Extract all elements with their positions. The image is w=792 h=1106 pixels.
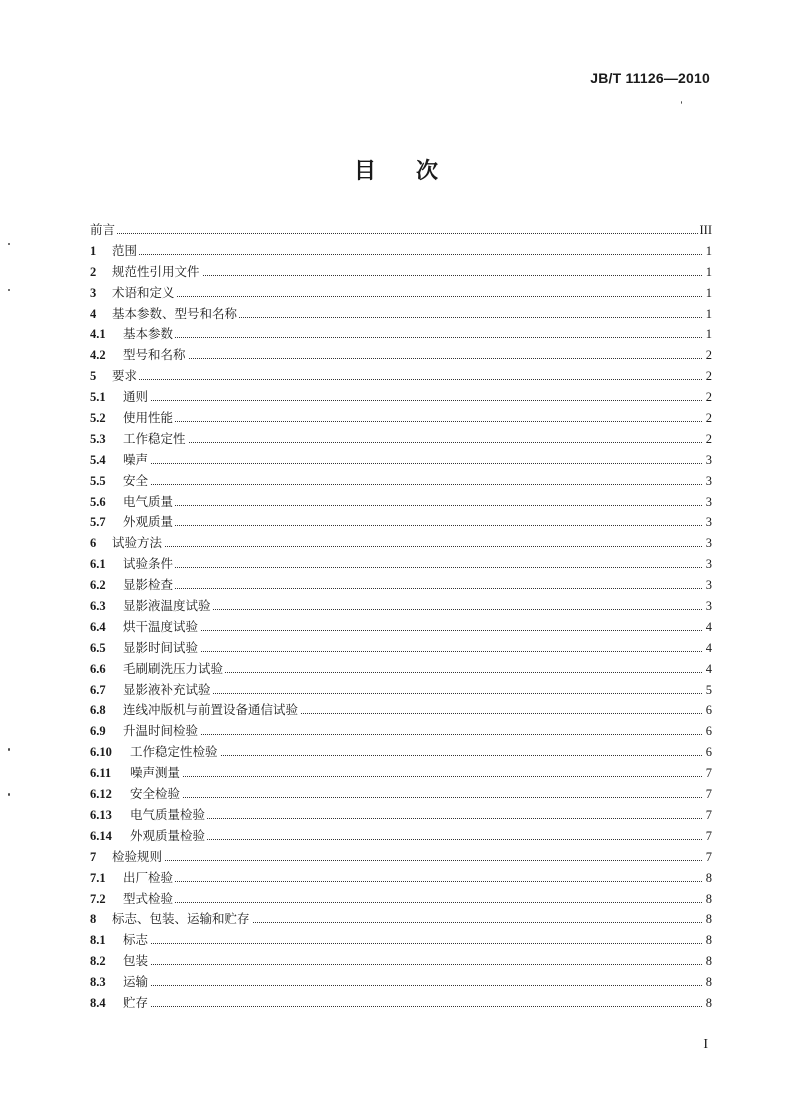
toc-entry xyxy=(90,262,712,283)
toc-entry xyxy=(90,304,712,325)
toc-entry-page: 6 xyxy=(704,721,712,742)
toc-entry-number: 7.2 xyxy=(90,891,106,906)
toc-entry-label xyxy=(90,408,175,429)
toc-entry-label xyxy=(90,805,207,826)
toc-entry-label xyxy=(90,930,150,951)
toc-entry-label xyxy=(90,951,150,972)
toc-entry-number: 3 xyxy=(90,285,97,300)
toc-entry-label xyxy=(90,241,139,262)
scan-speck xyxy=(681,101,682,104)
toc-entry-number: 6.11 xyxy=(90,766,112,781)
toc-entry-title: 运输 xyxy=(123,974,149,990)
toc-entry-page: 6 xyxy=(704,700,712,721)
toc-entry xyxy=(90,596,712,617)
toc-entry-page: 7 xyxy=(704,805,712,826)
toc-entry-label xyxy=(90,471,150,492)
toc-entry-number: 8.1 xyxy=(90,933,106,948)
toc-entry xyxy=(90,387,712,408)
toc-entry-page: 3 xyxy=(704,512,712,533)
toc-entry-title: 范围 xyxy=(112,242,138,258)
toc-entry-title: 显影检查 xyxy=(123,577,174,593)
toc-entry-number: 5.3 xyxy=(90,431,106,446)
toc-entry-page: 7 xyxy=(704,847,712,868)
toc-entry-title: 基本参数、型号和名称 xyxy=(112,305,238,321)
toc-entry xyxy=(90,868,712,889)
toc-entry-number: 6.9 xyxy=(90,724,106,739)
toc-dot-leader xyxy=(90,233,702,234)
toc-entry-title: 工作稳定性检验 xyxy=(130,744,218,760)
toc-entry-page: 2 xyxy=(704,366,712,387)
scan-speck xyxy=(8,793,10,796)
toc-entry-page: 7 xyxy=(704,763,712,784)
toc-entry-title: 显影时间试验 xyxy=(123,639,199,655)
toc-entry xyxy=(90,492,712,513)
scan-speck xyxy=(8,748,10,751)
toc-entry-page: III xyxy=(698,220,713,241)
toc-dot-leader xyxy=(90,902,702,903)
toc-entry-number: 8.2 xyxy=(90,954,106,969)
toc-entry-title: 电气质量检验 xyxy=(130,806,206,822)
toc-entry xyxy=(90,659,712,680)
table-of-contents xyxy=(90,220,712,1014)
toc-entry-label xyxy=(90,304,239,325)
toc-entry-label xyxy=(90,345,188,366)
toc-entry xyxy=(90,283,712,304)
toc-entry-number: 6 xyxy=(90,536,97,551)
toc-entry xyxy=(90,450,712,471)
toc-entry-page: 1 xyxy=(704,283,712,304)
toc-entry-title: 安全 xyxy=(123,472,149,488)
toc-entry-page: 8 xyxy=(704,993,712,1014)
toc-entry xyxy=(90,909,712,930)
toc-entry-title: 显影液补充试验 xyxy=(123,681,211,697)
toc-entry-label xyxy=(90,512,175,533)
toc-entry-label xyxy=(90,868,175,889)
toc-entry-label xyxy=(90,492,175,513)
toc-entry-number: 6.8 xyxy=(90,703,106,718)
toc-dot-leader xyxy=(90,860,702,861)
toc-entry-number: 6.2 xyxy=(90,578,106,593)
toc-entry-title: 工作稳定性 xyxy=(123,430,186,446)
toc-entry-number: 6.10 xyxy=(90,745,112,760)
toc-entry-label xyxy=(90,889,175,910)
toc-entry xyxy=(90,575,712,596)
toc-entry-label xyxy=(90,324,175,345)
toc-entry-label xyxy=(90,680,213,701)
toc-dot-leader xyxy=(90,943,702,944)
toc-entry-title: 安全检验 xyxy=(130,786,181,802)
toc-entry xyxy=(90,826,712,847)
toc-dot-leader xyxy=(90,421,702,422)
toc-entry-number: 5.2 xyxy=(90,411,106,426)
toc-entry-number: 6.12 xyxy=(90,787,112,802)
toc-entry xyxy=(90,993,712,1014)
toc-entry xyxy=(90,805,712,826)
toc-entry-number: 2 xyxy=(90,264,97,279)
toc-dot-leader xyxy=(90,484,702,485)
toc-entry-title: 出厂检验 xyxy=(123,869,174,885)
toc-dot-leader xyxy=(90,985,702,986)
toc-entry xyxy=(90,951,712,972)
toc-entry-page: 7 xyxy=(704,784,712,805)
toc-entry-label xyxy=(90,220,117,241)
toc-entry-page: 1 xyxy=(704,241,712,262)
toc-entry-number: 8.3 xyxy=(90,975,106,990)
toc-dot-leader xyxy=(90,337,702,338)
toc-entry xyxy=(90,471,712,492)
toc-dot-leader xyxy=(90,881,702,882)
toc-entry-number: 8.4 xyxy=(90,995,106,1010)
toc-entry xyxy=(90,220,712,241)
toc-entry-title: 贮存 xyxy=(123,994,149,1010)
toc-dot-leader xyxy=(90,463,702,464)
toc-entry-label xyxy=(90,763,182,784)
toc-entry-title: 试验方法 xyxy=(112,535,163,551)
toc-entry-number: 4.1 xyxy=(90,327,106,342)
toc-entry-label xyxy=(90,366,139,387)
toc-entry xyxy=(90,345,712,366)
toc-entry-number: 5.4 xyxy=(90,452,106,467)
toc-entry xyxy=(90,408,712,429)
toc-entry-page: 6 xyxy=(704,742,712,763)
toc-entry-page: 3 xyxy=(704,575,712,596)
toc-entry-number: 4.2 xyxy=(90,348,106,363)
toc-entry-number: 5 xyxy=(90,369,97,384)
toc-entry xyxy=(90,742,712,763)
toc-entry xyxy=(90,763,712,784)
toc-entry xyxy=(90,324,712,345)
toc-entry-label xyxy=(90,533,164,554)
toc-entry-label xyxy=(90,993,150,1014)
toc-entry-page: 1 xyxy=(704,324,712,345)
toc-entry-page: 5 xyxy=(704,680,712,701)
toc-entry-title: 毛刷刷洗压力试验 xyxy=(123,660,224,676)
toc-entry xyxy=(90,617,712,638)
toc-entry-number: 5.5 xyxy=(90,473,106,488)
toc-entry-title: 烘干温度试验 xyxy=(123,618,199,634)
toc-entry-page: 3 xyxy=(704,554,712,575)
toc-entry xyxy=(90,680,712,701)
toc-dot-leader xyxy=(90,588,702,589)
toc-entry-title: 外观质量 xyxy=(123,514,174,530)
toc-entry-page: 8 xyxy=(704,868,712,889)
toc-entry xyxy=(90,972,712,993)
toc-entry-page: 4 xyxy=(704,659,712,680)
standard-code: JB/T 11126—2010 xyxy=(590,70,710,86)
toc-entry-label xyxy=(90,262,202,283)
toc-entry-title: 型式检验 xyxy=(123,890,174,906)
toc-entry-label xyxy=(90,617,200,638)
toc-entry-title: 电气质量 xyxy=(123,493,174,509)
toc-entry-page: 3 xyxy=(704,492,712,513)
toc-entry xyxy=(90,554,712,575)
toc-entry-page: 8 xyxy=(704,972,712,993)
toc-entry-title: 标志 xyxy=(123,932,149,948)
toc-entry-label xyxy=(90,575,175,596)
toc-entry-label xyxy=(90,429,188,450)
toc-entry-number: 6.7 xyxy=(90,682,106,697)
scan-speck xyxy=(8,289,10,291)
toc-entry-label xyxy=(90,972,150,993)
toc-entry-number: 6.1 xyxy=(90,557,106,572)
toc-entry xyxy=(90,889,712,910)
toc-entry-page: 8 xyxy=(704,909,712,930)
toc-entry-label xyxy=(90,721,200,742)
toc-entry-number: 6.5 xyxy=(90,640,106,655)
toc-entry-title: 显影液温度试验 xyxy=(123,598,211,614)
toc-entry-number: 6.4 xyxy=(90,619,106,634)
toc-entry xyxy=(90,429,712,450)
toc-dot-leader xyxy=(90,254,702,255)
page-title: 目次 xyxy=(353,159,478,184)
toc-entry-number: 6.6 xyxy=(90,661,106,676)
toc-entry-title: 使用性能 xyxy=(123,410,174,426)
toc-entry-page: 8 xyxy=(704,889,712,910)
toc-entry-title: 要求 xyxy=(112,368,138,384)
toc-entry-number: 6.3 xyxy=(90,599,106,614)
toc-entry xyxy=(90,784,712,805)
toc-entry-label xyxy=(90,659,225,680)
toc-entry-page: 8 xyxy=(704,930,712,951)
toc-entry-title: 标志、包装、运输和贮存 xyxy=(112,911,250,927)
toc-entry-number: 5.1 xyxy=(90,390,106,405)
toc-entry-page: 3 xyxy=(704,450,712,471)
toc-dot-leader xyxy=(90,1006,702,1007)
toc-entry-page: 2 xyxy=(704,345,712,366)
toc-entry-title: 检验规则 xyxy=(112,848,163,864)
toc-entry xyxy=(90,638,712,659)
toc-dot-leader xyxy=(90,964,702,965)
toc-entry-title: 通则 xyxy=(123,389,149,405)
toc-entry xyxy=(90,366,712,387)
toc-entry-title: 术语和定义 xyxy=(112,284,175,300)
toc-entry-number: 7 xyxy=(90,849,97,864)
toc-dot-leader xyxy=(90,546,702,547)
toc-entry-number: 1 xyxy=(90,243,97,258)
toc-entry-page: 3 xyxy=(704,471,712,492)
toc-entry-page: 4 xyxy=(704,617,712,638)
toc-entry xyxy=(90,930,712,951)
toc-dot-leader xyxy=(90,296,702,297)
toc-entry-number: 6.13 xyxy=(90,807,112,822)
toc-entry xyxy=(90,533,712,554)
toc-entry-page: 3 xyxy=(704,533,712,554)
toc-entry-label xyxy=(90,700,300,721)
toc-entry xyxy=(90,512,712,533)
toc-dot-leader xyxy=(90,567,702,568)
toc-entry xyxy=(90,700,712,721)
toc-entry-page: 1 xyxy=(704,262,712,283)
toc-entry-number: 6.14 xyxy=(90,828,112,843)
toc-entry xyxy=(90,847,712,868)
toc-entry-label xyxy=(90,784,182,805)
toc-dot-leader xyxy=(90,379,702,380)
toc-entry-title: 基本参数 xyxy=(123,326,174,342)
toc-entry-title: 包装 xyxy=(123,953,149,969)
page-number: I xyxy=(703,1037,708,1052)
toc-entry-page: 1 xyxy=(704,304,712,325)
toc-entry-page: 4 xyxy=(704,638,712,659)
toc-entry-label xyxy=(90,847,164,868)
toc-entry-title: 连线冲版机与前置设备通信试验 xyxy=(123,702,299,718)
toc-entry-page: 8 xyxy=(704,951,712,972)
toc-entry-label xyxy=(90,909,252,930)
toc-entry-title: 升温时间检验 xyxy=(123,723,199,739)
toc-entry-label xyxy=(90,826,207,847)
toc-entry-page: 2 xyxy=(704,408,712,429)
toc-dot-leader xyxy=(90,505,702,506)
toc-entry-number: 5.6 xyxy=(90,494,106,509)
toc-entry-label xyxy=(90,387,150,408)
toc-entry-label xyxy=(90,596,213,617)
toc-entry xyxy=(90,241,712,262)
toc-dot-leader xyxy=(90,525,702,526)
toc-entry-number: 5.7 xyxy=(90,515,106,530)
toc-entry-page: 3 xyxy=(704,596,712,617)
toc-dot-leader xyxy=(90,400,702,401)
toc-entry-label xyxy=(90,742,220,763)
toc-entry-label xyxy=(90,450,150,471)
toc-entry-number: 7.1 xyxy=(90,870,106,885)
toc-entry-label xyxy=(90,283,177,304)
toc-entry-title: 型号和名称 xyxy=(123,347,186,363)
toc-entry-title: 规范性引用文件 xyxy=(112,263,200,279)
toc-entry-label xyxy=(90,638,200,659)
toc-entry xyxy=(90,721,712,742)
toc-entry-page: 7 xyxy=(704,826,712,847)
toc-entry-title: 噪声测量 xyxy=(130,765,181,781)
scan-speck xyxy=(8,243,10,245)
toc-entry-number: 8 xyxy=(90,912,97,927)
toc-entry-title: 外观质量检验 xyxy=(130,827,206,843)
toc-entry-number: 4 xyxy=(90,306,97,321)
toc-entry-page: 2 xyxy=(704,387,712,408)
toc-entry-title: 试验条件 xyxy=(123,556,174,572)
toc-entry-title: 前言 xyxy=(90,222,116,237)
toc-entry-title: 噪声 xyxy=(123,451,149,467)
toc-entry-page: 2 xyxy=(704,429,712,450)
toc-entry-label xyxy=(90,554,175,575)
